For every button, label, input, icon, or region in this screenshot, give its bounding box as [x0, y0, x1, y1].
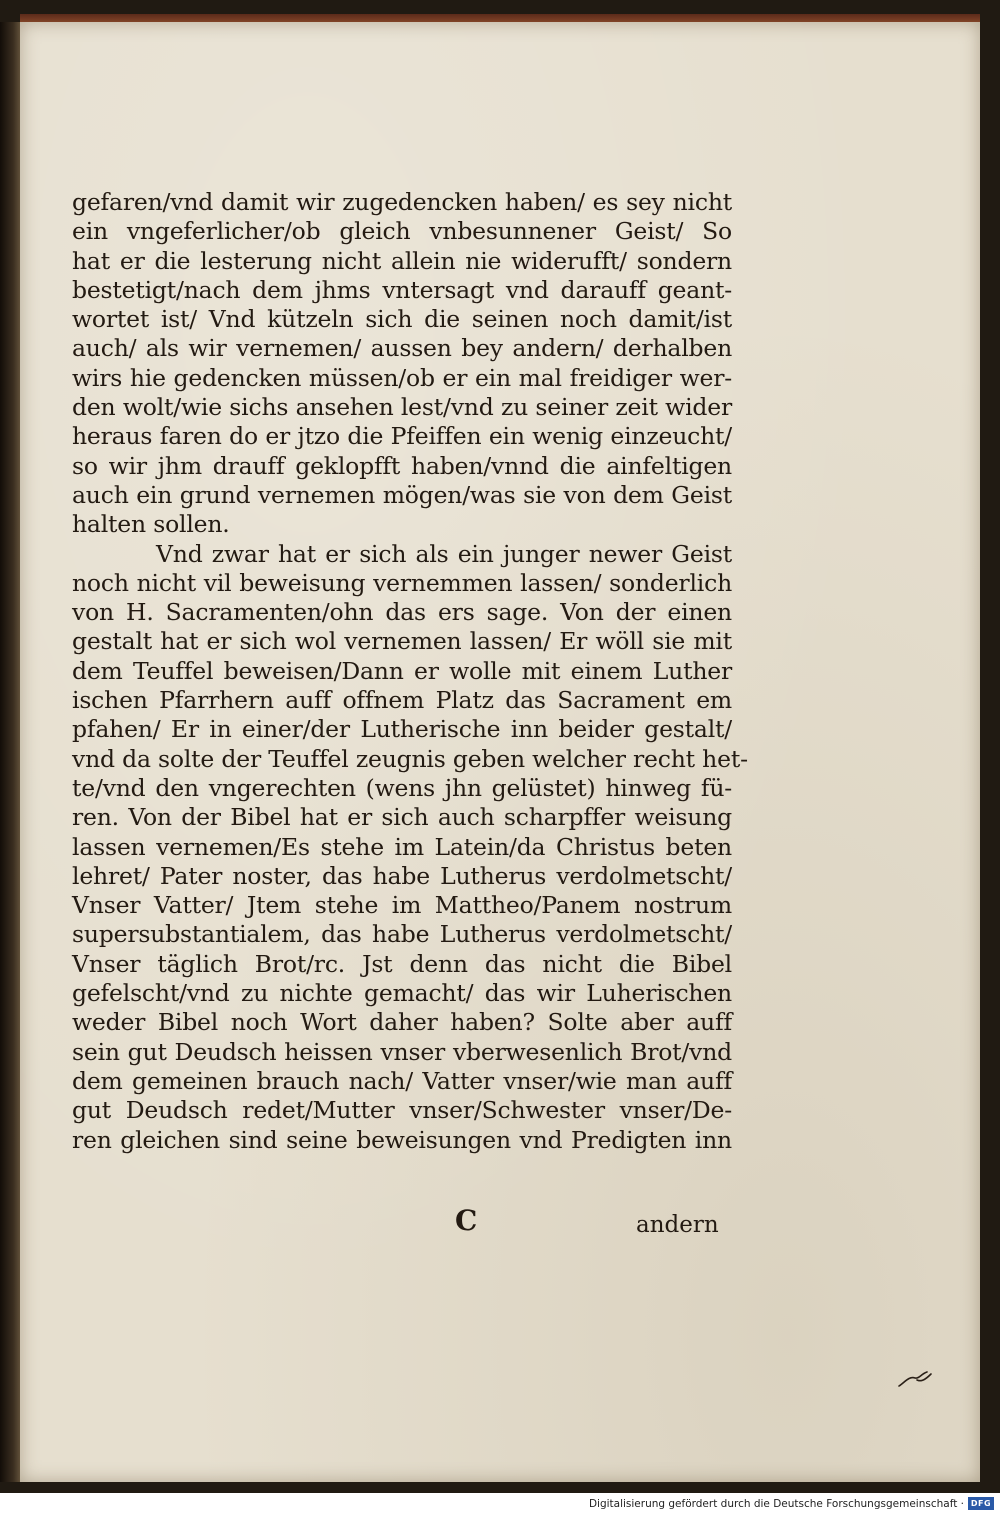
- page-edge-left: [0, 22, 22, 1482]
- text-line: Vnser täglich Brot/rc. Jst denn das nicht die Bibel: [72, 949, 732, 978]
- text-line: ein vngeferlicher/ob gleich vnbesunnener Geist/ So: [72, 217, 732, 246]
- text-line: te/vnd den vngerechten (wens jhn gelüstet) hinweg fü-: [72, 773, 732, 802]
- text-line: dem Teuffel beweisen/Dann er wolle mit einem Luther: [72, 656, 732, 685]
- text-line: von H. Sacramenten/ohn das ers sage. Von der einen: [72, 598, 732, 627]
- dfg-logo: DFG: [968, 1497, 994, 1510]
- text-line: heraus faren do er jtzo die Pfeiffen ein wenig einzeucht/: [72, 422, 732, 451]
- text-line: dem gemeinen brauch nach/ Vatter vnser/wie man auff: [72, 1066, 732, 1095]
- text-line: bestetigt/nach dem jhms vntersagt vnd darauff geant-: [72, 275, 732, 304]
- ink-mark-icon: [895, 1362, 935, 1392]
- text-line: gut Deudsch redet/Mutter vnser/Schwester vnser/De-: [72, 1096, 732, 1125]
- text-line: gefelscht/vnd zu nichte gemacht/ das wir Luherischen: [72, 979, 732, 1008]
- text-line: noch nicht vil beweisung vernemmen lassen/ sonderlich: [72, 568, 732, 597]
- catchword: andern: [636, 1212, 719, 1238]
- text-line: vnd da solte der Teuffel zeugnis geben welcher recht het-: [72, 744, 748, 773]
- text-line: lehret/ Pater noster, das habe Lutherus verdolmetscht/: [72, 861, 732, 890]
- text-line: auch ein grund vernemen mögen/was sie von dem Geist: [72, 480, 732, 509]
- text-line: halten sollen.: [72, 510, 230, 539]
- text-line: sein gut Deudsch heissen vnser vberwesenlich Brot/vnd: [72, 1037, 732, 1066]
- text-line: so wir jhm drauff geklopfft haben/vnnd die ainfeltigen: [72, 451, 732, 480]
- text-line: supersubstantialem, das habe Lutherus verdolmetscht/: [72, 920, 732, 949]
- text-line: weder Bibel noch Wort daher haben? Solte aber auff: [72, 1008, 732, 1037]
- signature-mark: C: [455, 1204, 478, 1237]
- text-line: Vnd zwar hat er sich als ein junger newer Geist: [156, 539, 732, 568]
- text-line: gefaren/vnd damit wir zugedencken haben/ es sey nicht: [72, 188, 732, 216]
- text-line: lassen vernemen/Es stehe im Latein/da Christus beten: [72, 832, 732, 861]
- text-line: ren. Von der Bibel hat er sich auch scharpffer weisung: [72, 803, 732, 832]
- text-line: pfahen/ Er in einer/der Lutherische inn beider gestalt/: [72, 715, 732, 744]
- text-line: den wolt/wie sichs ansehen lest/vnd zu seiner zeit wider: [72, 393, 732, 422]
- text-line: ren gleichen sind seine beweisungen vnd Predigten inn: [72, 1125, 732, 1154]
- text-line: wortet ist/ Vnd kützeln sich die seinen noch damit/ist: [72, 305, 732, 334]
- text-line: gestalt hat er sich wol vernemen lassen/ Er wöll sie mit: [72, 627, 732, 656]
- text-line: wirs hie gedencken müssen/ob er ein mal freidiger wer-: [72, 363, 732, 392]
- text-line: Vnser Vatter/ Jtem stehe im Mattheo/Panem nostrum: [72, 891, 732, 920]
- text-line: ischen Pfarrhern auff offnem Platz das Sacrament em: [72, 686, 732, 715]
- text-block: [72, 188, 748, 1155]
- text-line: hat er die lesterung nicht allein nie widerufft/ sondern: [72, 246, 732, 275]
- text-line: auch/ als wir vernemen/ aussen bey andern/ derhalben: [72, 334, 732, 363]
- footer-bar: [0, 1493, 1000, 1515]
- footer-credit: Digitalisierung gefördert durch die Deutsche Forschungsgemeinschaft ·: [588, 1498, 964, 1510]
